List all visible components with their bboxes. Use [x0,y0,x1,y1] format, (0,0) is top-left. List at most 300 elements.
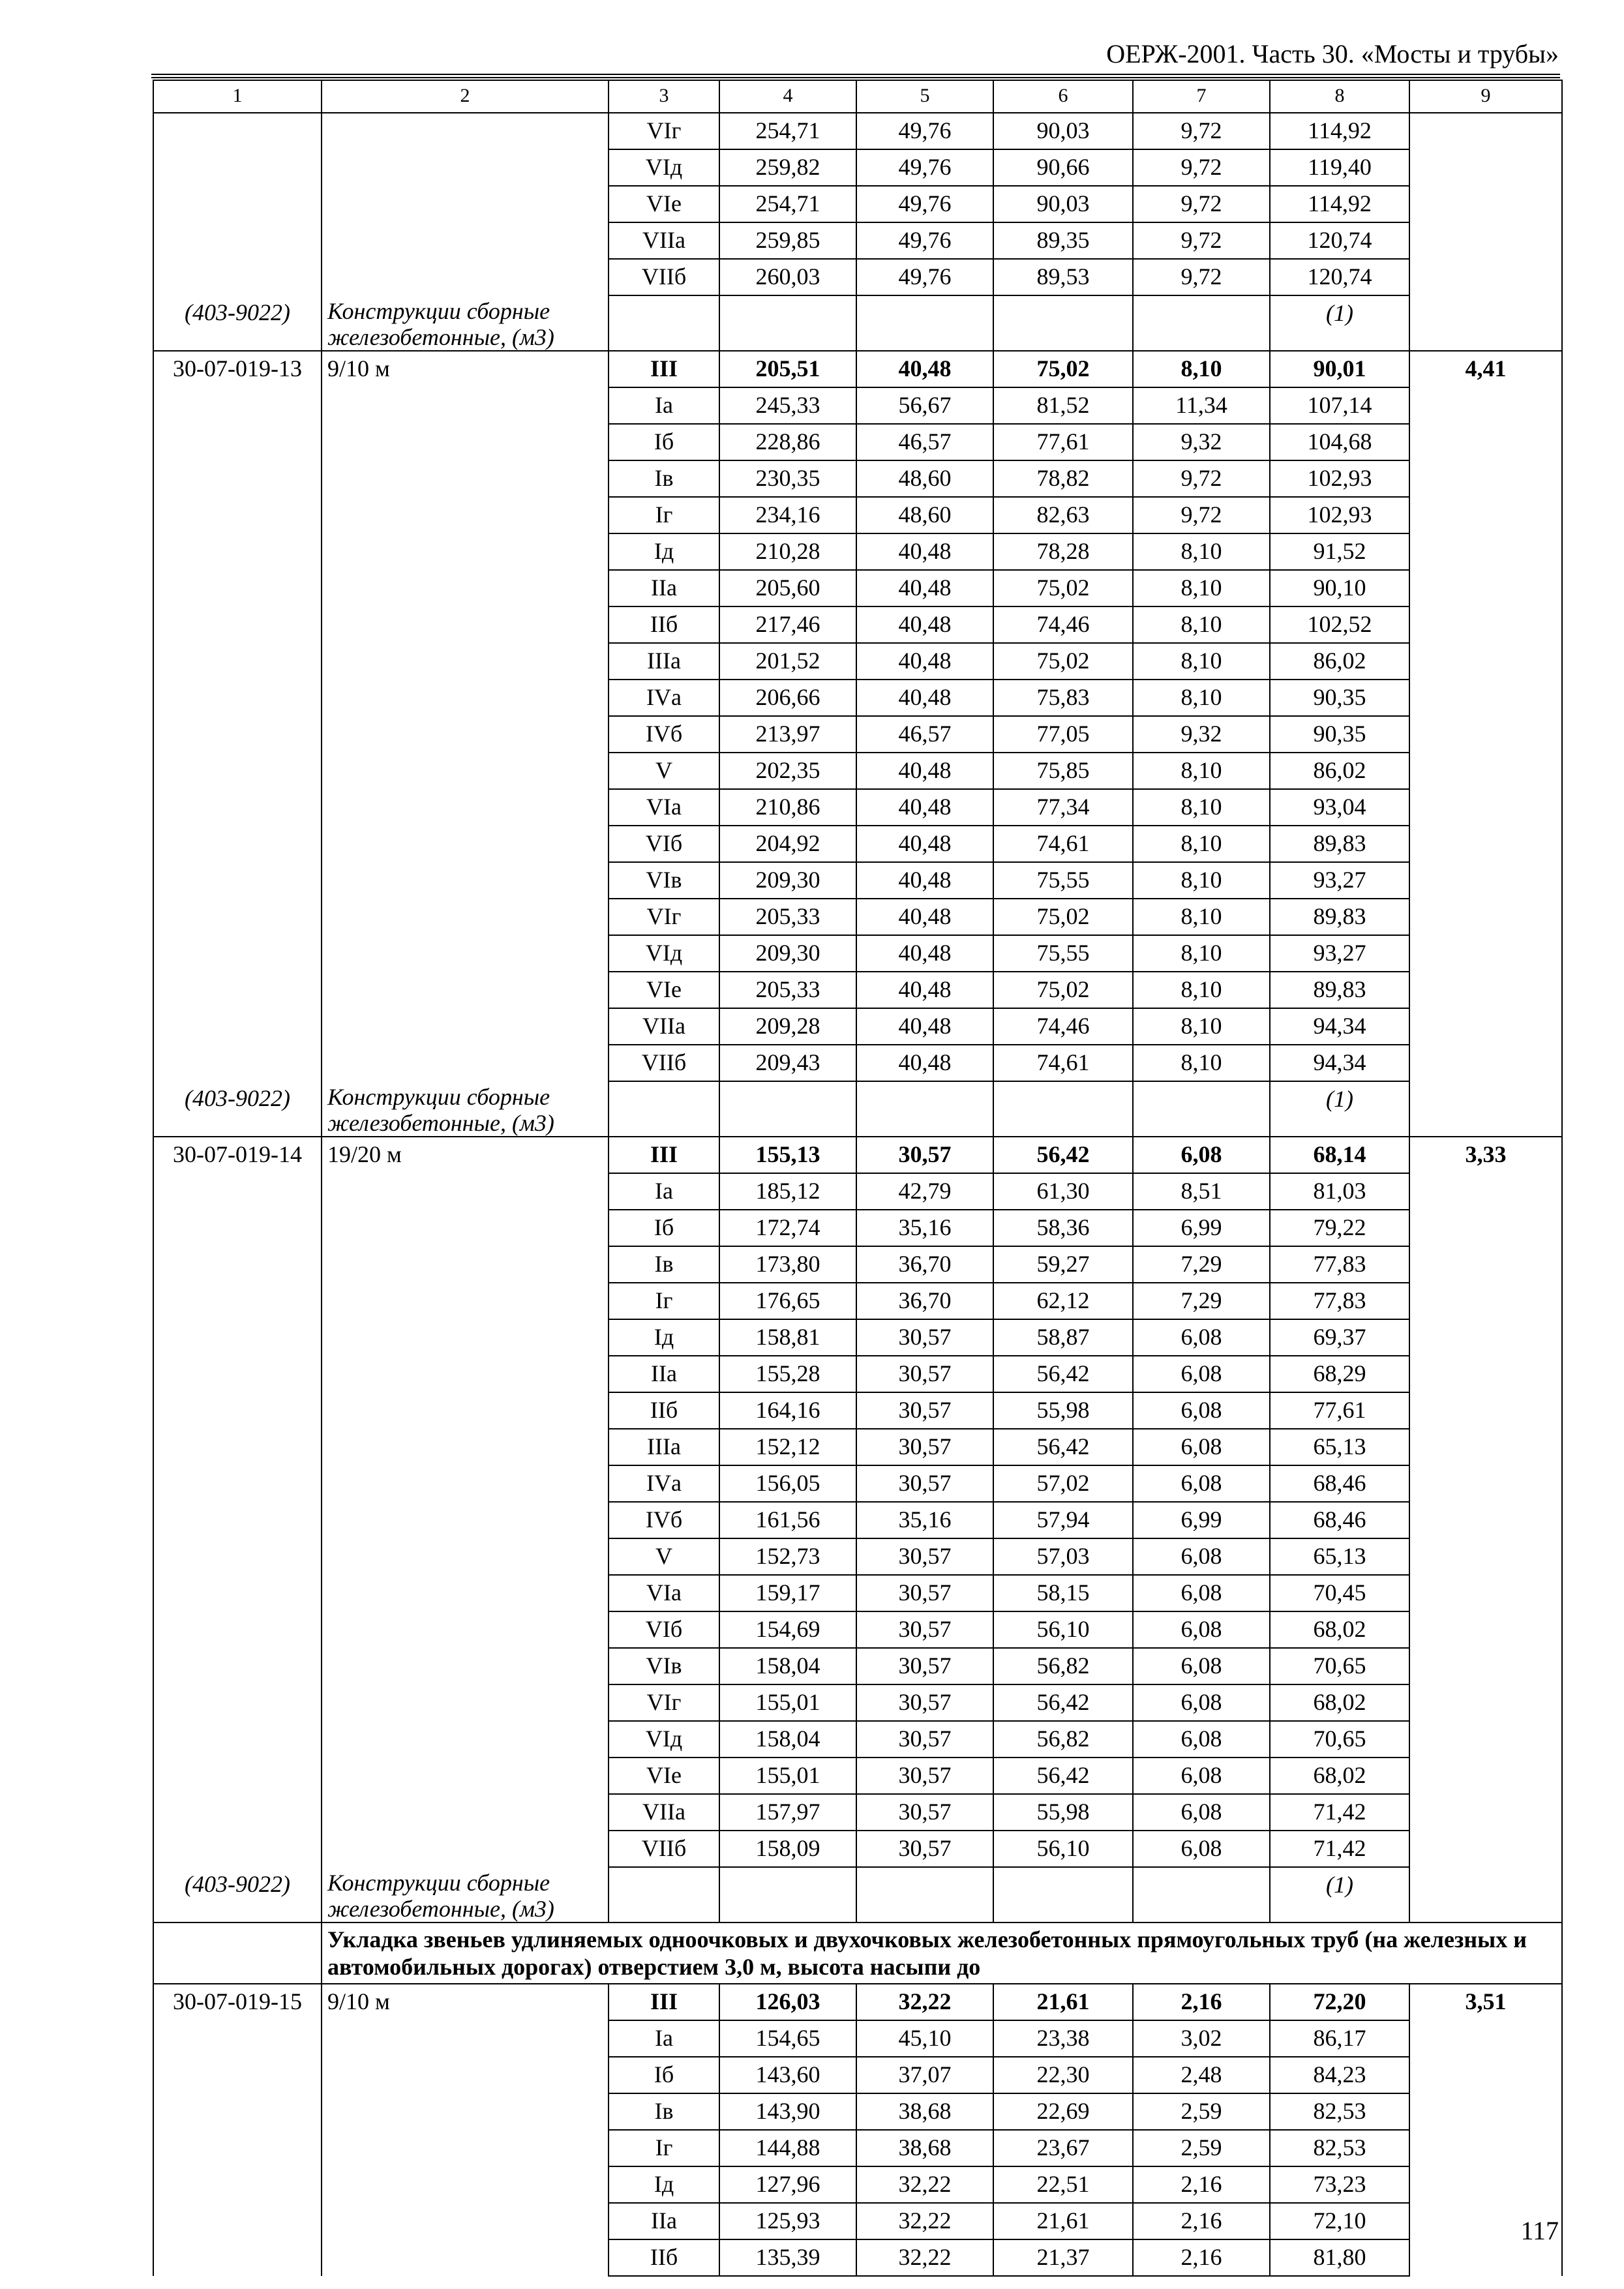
machines: 89,35 [993,222,1133,259]
header-rule-top [151,74,1560,75]
rate-code-cell [153,1173,322,1210]
materials: 68,46 [1270,1502,1409,1538]
variant: Iа [609,1173,719,1210]
rate-row-variant [153,387,1562,424]
variant: IVб [609,1502,719,1538]
machinists-wages: 9,32 [1133,716,1270,753]
materials: 119,40 [1270,149,1409,186]
labor-cost-cell [1409,222,1562,259]
machines: 57,02 [993,1465,1133,1502]
labor-cost-cell [1409,570,1562,606]
machinists-wages: 6,99 [1133,1502,1270,1538]
rate-code-cell [153,2203,322,2239]
total-cost: 209,30 [719,935,856,972]
rate-code-cell [153,186,322,222]
section-heading: Укладка звеньев удлиняемых одноочковых и двухочковых железобетонных прямоугольных труб (на железных и автомобильных дорогах) отверстием 3,0 м, высота насыпи до [322,1922,1562,1984]
rate-name-cell [322,1246,609,1283]
variant: VIд [609,149,719,186]
materials: 82,53 [1270,2093,1409,2130]
rate-row-variant [153,1538,1562,1575]
machinists-wages: 8,10 [1133,533,1270,570]
total-cost: 155,01 [719,1758,856,1794]
machines: 56,42 [993,1684,1133,1721]
rate-code-cell [153,1210,322,1246]
rate-row-variant [153,2130,1562,2166]
machines: 75,02 [993,570,1133,606]
rate-row-variant [153,1648,1562,1684]
wages: 30,57 [856,1648,993,1684]
total-cost: 202,35 [719,753,856,789]
machines: 75,02 [993,899,1133,935]
labor-cost-cell [1409,1465,1562,1502]
labor-cost-cell [1409,1794,1562,1831]
wages: 30,57 [856,1831,993,1867]
rate-name-cell [322,387,609,424]
rate-name-cell [322,113,609,149]
machines: 23,38 [993,2020,1133,2057]
rate-row-variant [153,1721,1562,1758]
rate-code-cell [153,1045,322,1081]
materials: 81,03 [1270,1173,1409,1210]
rate-name-cell [322,1356,609,1392]
total-cost: 209,28 [719,1008,856,1045]
column-number: 1 [153,80,322,113]
wages: 30,57 [856,1538,993,1575]
machinists-wages: 8,10 [1133,570,1270,606]
variant: III [609,351,719,387]
variant: VIIа [609,1008,719,1045]
materials: 102,93 [1270,497,1409,533]
machinists-wages: 2,16 [1133,2166,1270,2203]
wages: 46,57 [856,424,993,460]
machinists-wages: 7,29 [1133,1283,1270,1319]
wages: 30,57 [856,1356,993,1392]
variant: VIIб [609,259,719,295]
total-cost: 209,30 [719,862,856,899]
rate-name-cell [322,186,609,222]
rate-code-cell [153,1502,322,1538]
total-cost: 158,09 [719,1831,856,1867]
machinists-wages: 11,34 [1133,387,1270,424]
wages: 30,57 [856,1319,993,1356]
rate-name-cell [322,972,609,1008]
variant-cell [609,295,719,351]
machines: 57,94 [993,1502,1133,1538]
wages: 30,57 [856,1429,993,1465]
material-name: Конструкции сборные железобетонные, (м3) [322,1081,609,1137]
labor-cost: 3,51 [1409,1984,1562,2020]
total-cost: 155,28 [719,1356,856,1392]
machines: 90,03 [993,113,1133,149]
variant: VIв [609,862,719,899]
rate-code-cell [153,680,322,716]
labor-cost-cell [1409,533,1562,570]
materials: 68,14 [1270,1137,1409,1173]
rate-row-variant [153,862,1562,899]
rate-row-variant [153,1831,1562,1867]
machinists-wages: 8,10 [1133,351,1270,387]
machines: 82,63 [993,497,1133,533]
machines: 59,27 [993,1246,1133,1283]
material-code: (403-9022) [153,1081,322,1137]
materials: 86,02 [1270,753,1409,789]
machines: 75,02 [993,972,1133,1008]
material-note-row [153,1081,1562,1137]
machines: 22,30 [993,2057,1133,2093]
labor-cost-cell [1409,460,1562,497]
variant: IIб [609,1392,719,1429]
machines: 75,83 [993,680,1133,716]
wages: 40,48 [856,789,993,826]
rate-row-variant [153,259,1562,295]
labor-cost-cell [1409,259,1562,295]
total-cost: 213,97 [719,716,856,753]
wages: 40,48 [856,1008,993,1045]
wages: 37,07 [856,2057,993,2093]
rate-code-cell [153,2020,322,2057]
rate-name-cell [322,1538,609,1575]
value-cell [993,1081,1133,1137]
materials: 77,61 [1270,1392,1409,1429]
variant: Iд [609,2166,719,2203]
total-cost: 217,46 [719,606,856,643]
material-code: (403-9022) [153,295,322,351]
rate-name-cell [322,149,609,186]
rate-name-cell [322,2020,609,2057]
materials: 68,02 [1270,1684,1409,1721]
variant: IIа [609,570,719,606]
materials: 91,52 [1270,533,1409,570]
rate-code-cell [153,1465,322,1502]
wages: 32,22 [856,2166,993,2203]
rate-row-variant [153,222,1562,259]
machinists-wages: 9,72 [1133,113,1270,149]
labor-cost-cell [1409,1319,1562,1356]
wages: 40,48 [856,680,993,716]
machinists-wages: 6,08 [1133,1684,1270,1721]
variant: VIIа [609,222,719,259]
section-heading-row [153,1922,1562,1984]
value-cell [856,295,993,351]
total-cost: 154,69 [719,1611,856,1648]
machines: 56,42 [993,1758,1133,1794]
wages: 30,57 [856,1684,993,1721]
labor-cost-cell [1409,2020,1562,2057]
wages: 30,57 [856,1794,993,1831]
variant: Iв [609,460,719,497]
material-name: Конструкции сборные железобетонные, (м3) [322,295,609,351]
machines: 77,05 [993,716,1133,753]
rate-row-variant [153,424,1562,460]
labor-cost-cell [1409,424,1562,460]
rate-row-variant [153,533,1562,570]
variant: Iд [609,533,719,570]
rate-code-cell [153,789,322,826]
rate-name-cell [322,424,609,460]
wages: 49,76 [856,149,993,186]
machinists-wages: 6,08 [1133,1392,1270,1429]
column-number: 6 [993,80,1133,113]
total-cost: 209,43 [719,1045,856,1081]
wages: 30,57 [856,1137,993,1173]
header-rule-bottom [151,77,1560,78]
machines: 56,42 [993,1429,1133,1465]
rate-name-cell [322,1758,609,1794]
total-cost: 205,60 [719,570,856,606]
machinists-wages: 8,10 [1133,935,1270,972]
rate-name-cell [322,899,609,935]
rate-row-variant [153,1173,1562,1210]
rate-code: 30-07-019-15 [153,1984,322,2020]
rate-name-cell [322,1831,609,1867]
wages: 56,67 [856,387,993,424]
rate-name-cell [322,1794,609,1831]
machinists-wages: 2,48 [1133,2057,1270,2093]
column-number: 4 [719,80,856,113]
labor-cost-cell [1409,1210,1562,1246]
total-cost: 157,97 [719,1794,856,1831]
machinists-wages: 8,10 [1133,789,1270,826]
total-cost: 228,86 [719,424,856,460]
wages: 38,68 [856,2093,993,2130]
rate-name-cell [322,716,609,753]
materials: 68,46 [1270,1465,1409,1502]
machines: 75,02 [993,643,1133,680]
variant: VIIа [609,1794,719,1831]
total-cost: 185,12 [719,1173,856,1210]
total-cost: 164,16 [719,1392,856,1429]
rate-name-cell [322,2057,609,2093]
rate-name-cell [322,680,609,716]
labor-cost-cell [1409,1173,1562,1210]
rate-name-cell [322,1429,609,1465]
rate-row-variant [153,1758,1562,1794]
machinists-wages: 6,08 [1133,1429,1270,1465]
rate-code-cell [153,972,322,1008]
wages: 30,57 [856,1575,993,1611]
materials: 93,27 [1270,935,1409,972]
rate-code-cell [153,1246,322,1283]
machines: 78,28 [993,533,1133,570]
rate-row-variant [153,1392,1562,1429]
value-cell [993,295,1133,351]
materials: 104,68 [1270,424,1409,460]
rate-code-cell [153,1684,322,1721]
rate-name-cell [322,2239,609,2276]
value-cell [1133,1081,1270,1137]
rate-name-cell [322,1392,609,1429]
materials: 89,83 [1270,826,1409,862]
rate-name-cell [322,1611,609,1648]
machines: 78,82 [993,460,1133,497]
rate-name-cell [322,1465,609,1502]
labor-cost-cell [1409,789,1562,826]
rate-name-cell [322,935,609,972]
variant: Iд [609,1319,719,1356]
wages: 40,48 [856,899,993,935]
rate-code-cell [153,113,322,149]
wages: 36,70 [856,1246,993,1283]
materials: 65,13 [1270,1429,1409,1465]
rate-name-cell [322,1575,609,1611]
machines: 77,34 [993,789,1133,826]
machines: 89,53 [993,259,1133,295]
wages: 48,60 [856,497,993,533]
machinists-wages: 2,59 [1133,2093,1270,2130]
variant: Iб [609,2057,719,2093]
machinists-wages: 6,99 [1133,1210,1270,1246]
total-cost: 259,82 [719,149,856,186]
total-cost: 155,13 [719,1137,856,1173]
machinists-wages: 9,72 [1133,497,1270,533]
rate-name-cell [322,1008,609,1045]
variant: VIб [609,1611,719,1648]
labor-cost-cell [1409,2057,1562,2093]
rate-row-variant [153,1045,1562,1081]
materials: 77,83 [1270,1246,1409,1283]
rate-code-cell [153,533,322,570]
variant: VIг [609,1684,719,1721]
rate-row-variant [153,1356,1562,1392]
rate-row-variant [153,149,1562,186]
machines: 74,61 [993,1045,1133,1081]
rate-row-variant [153,1246,1562,1283]
rate-code-cell [153,643,322,680]
labor-cost-cell [1409,1831,1562,1867]
variant: Iг [609,1283,719,1319]
variant: Iг [609,2130,719,2166]
materials: 120,74 [1270,259,1409,295]
rate-code-cell [153,1283,322,1319]
machinists-wages: 9,72 [1133,460,1270,497]
variant-cell [609,1081,719,1137]
variant: VIд [609,1721,719,1758]
total-cost: 205,33 [719,899,856,935]
materials: 70,45 [1270,1575,1409,1611]
machinists-wages: 8,10 [1133,643,1270,680]
material-note-row [153,1867,1562,1922]
rate-name: 19/20 м [322,1137,609,1173]
materials: 70,65 [1270,1721,1409,1758]
materials: 72,20 [1270,1984,1409,2020]
materials: 84,23 [1270,2057,1409,2093]
rate-row-variant [153,1465,1562,1502]
rate-row-main [153,1984,1562,2020]
machines: 57,03 [993,1538,1133,1575]
value-cell [719,295,856,351]
materials: 68,02 [1270,1758,1409,1794]
column-number: 8 [1270,80,1409,113]
variant: IVа [609,680,719,716]
wages: 35,16 [856,1502,993,1538]
machines: 21,61 [993,2203,1133,2239]
rate-code-cell [153,826,322,862]
variant: VIе [609,972,719,1008]
materials: 90,10 [1270,570,1409,606]
total-cost: 154,65 [719,2020,856,2057]
rate-name-cell [322,1721,609,1758]
rate-row-variant [153,789,1562,826]
labor-cost-cell [1409,716,1562,753]
machinists-wages: 6,08 [1133,1721,1270,1758]
machines: 90,66 [993,149,1133,186]
variant: VIб [609,826,719,862]
rate-row-variant [153,716,1562,753]
wages: 40,48 [856,533,993,570]
rate-name-cell [322,789,609,826]
materials: 120,74 [1270,222,1409,259]
rate-name-cell [322,222,609,259]
rate-code-cell [153,259,322,295]
variant: VIд [609,935,719,972]
machinists-wages: 9,32 [1133,424,1270,460]
value-cell [719,1867,856,1922]
total-cost: 158,81 [719,1319,856,1356]
value-cell [1133,295,1270,351]
variant: IIа [609,2203,719,2239]
labor-cost-cell [1409,1721,1562,1758]
labor-cost-cell [1409,497,1562,533]
machines: 74,61 [993,826,1133,862]
machinists-wages: 9,72 [1133,149,1270,186]
variant: IIIа [609,1429,719,1465]
wages: 32,22 [856,2203,993,2239]
total-cost: 127,96 [719,2166,856,2203]
variant: VIв [609,1648,719,1684]
machines: 56,42 [993,1356,1133,1392]
labor-cost-cell [1409,862,1562,899]
materials: 71,42 [1270,1831,1409,1867]
materials: 90,35 [1270,716,1409,753]
total-cost: 152,73 [719,1538,856,1575]
variant: Iв [609,1246,719,1283]
total-cost: 156,05 [719,1465,856,1502]
machines: 74,46 [993,1008,1133,1045]
total-cost: 260,03 [719,259,856,295]
variant: IIа [609,1356,719,1392]
machinists-wages: 8,10 [1133,1008,1270,1045]
machinists-wages: 8,10 [1133,680,1270,716]
total-cost: 205,33 [719,972,856,1008]
materials: 68,02 [1270,1611,1409,1648]
rate-row-variant [153,460,1562,497]
rate-row-variant [153,826,1562,862]
materials: 94,34 [1270,1045,1409,1081]
rate-name-cell [322,1210,609,1246]
rate-code-cell [153,935,322,972]
total-cost: 245,33 [719,387,856,424]
rate-code-cell [153,1356,322,1392]
materials: 65,13 [1270,1538,1409,1575]
total-cost: 176,65 [719,1283,856,1319]
machinists-wages: 9,72 [1133,222,1270,259]
wages: 45,10 [856,2020,993,2057]
machinists-wages: 6,08 [1133,1575,1270,1611]
wages: 32,22 [856,2239,993,2276]
rate-name-cell [322,643,609,680]
rate-row-variant [153,680,1562,716]
machinists-wages: 6,08 [1133,1356,1270,1392]
labor-cost-cell [1409,1575,1562,1611]
rate-name-cell [322,2166,609,2203]
variant: Iа [609,387,719,424]
materials: 82,53 [1270,2130,1409,2166]
variant: VIе [609,1758,719,1794]
machinists-wages: 2,59 [1133,2130,1270,2166]
rate-code-cell [153,1758,322,1794]
materials: 114,92 [1270,113,1409,149]
materials: 72,10 [1270,2203,1409,2239]
